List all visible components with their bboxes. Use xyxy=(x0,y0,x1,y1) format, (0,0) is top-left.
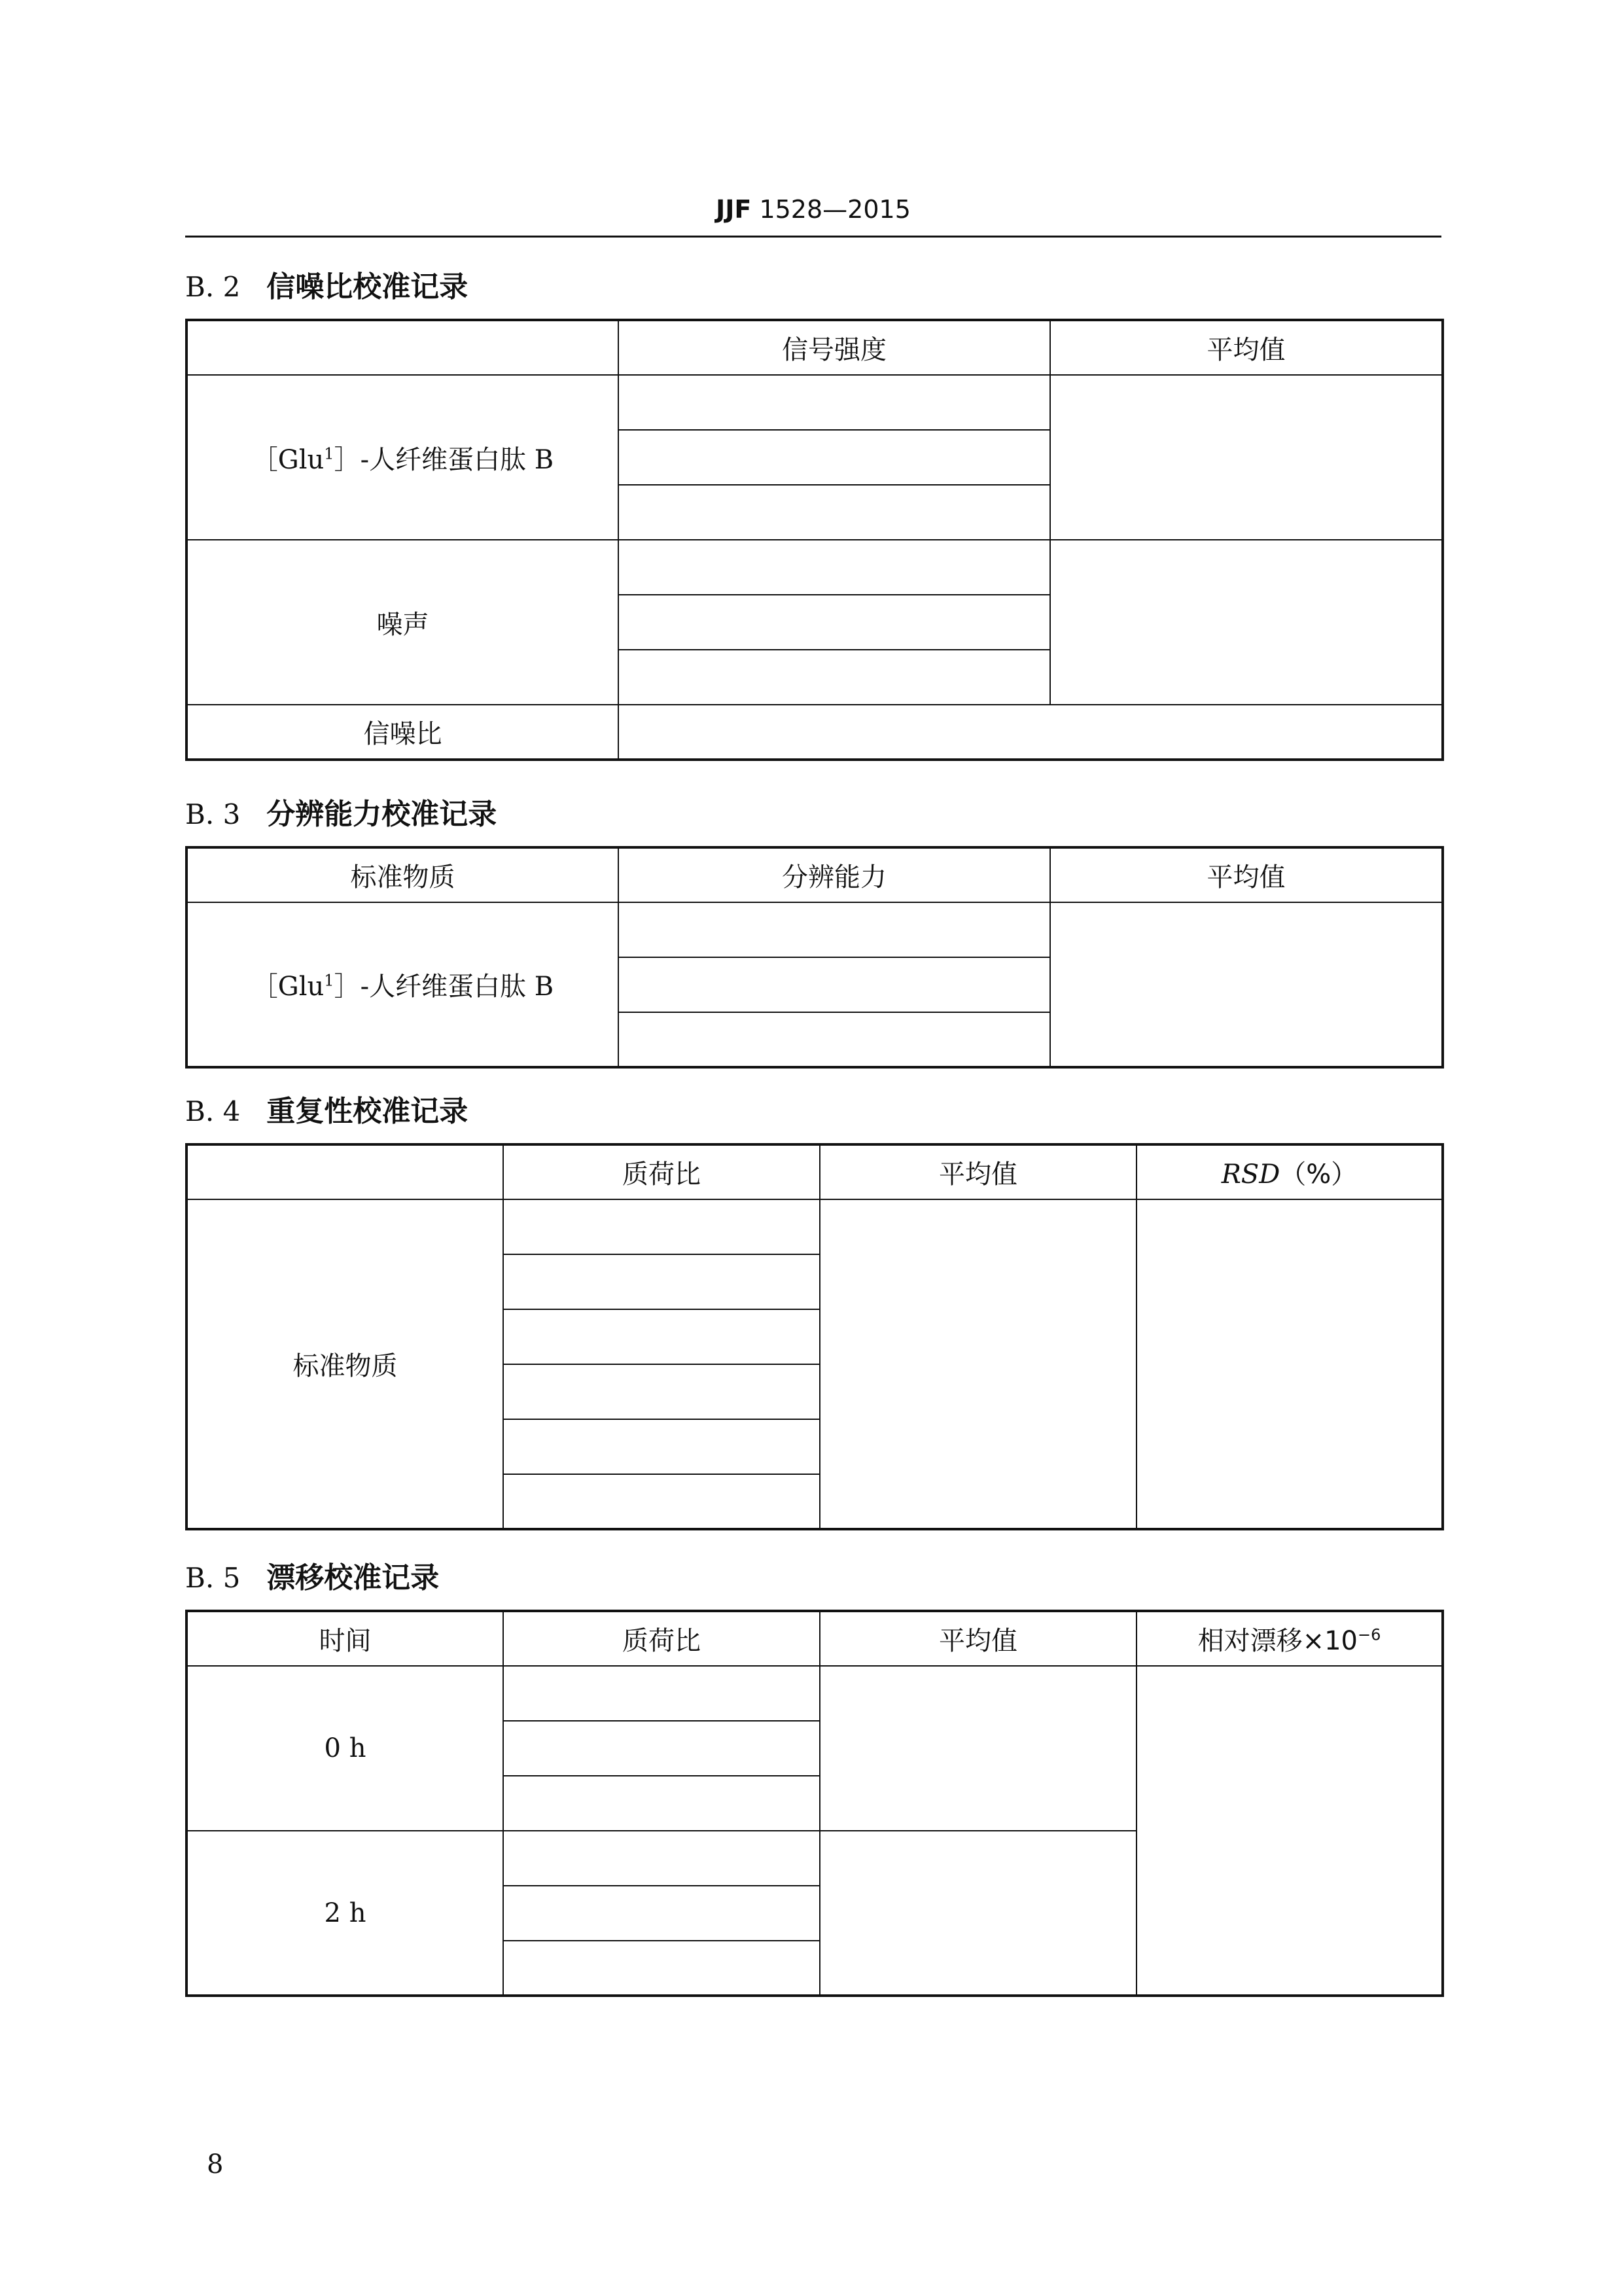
table-cell-empty xyxy=(186,1144,503,1199)
section-b4-heading xyxy=(185,1089,468,1135)
table-row xyxy=(186,375,1443,430)
column-header-drift: 相对漂移$\times 10^{-6}$ xyxy=(1137,1611,1443,1666)
table-row xyxy=(186,1144,1443,1199)
row-label-sample: ［Glu$^1$］-人纤维蛋白肽 B xyxy=(186,375,618,540)
standard-code: 1528—2015 xyxy=(759,195,911,224)
table-row xyxy=(186,705,1443,760)
column-header: 信号强度 xyxy=(618,320,1050,375)
column-header: 平均值 xyxy=(1050,847,1443,902)
table-cell-empty xyxy=(618,540,1050,595)
column-header: 质荷比 xyxy=(503,1144,820,1199)
header-rule xyxy=(185,236,1441,238)
table-cell-empty xyxy=(503,1886,820,1941)
table-row xyxy=(186,320,1443,375)
section-number: B. 4 xyxy=(185,1095,241,1127)
table-cell-empty xyxy=(503,1254,820,1309)
column-header: 平均值 xyxy=(820,1611,1137,1666)
column-header: 质荷比 xyxy=(503,1611,820,1666)
column-header: 平均值 xyxy=(1050,320,1443,375)
page-number: 8 xyxy=(207,2149,224,2180)
table-cell-empty xyxy=(1137,1199,1443,1529)
row-label-std: 标准物质 xyxy=(186,1199,503,1529)
table-row xyxy=(186,1611,1443,1666)
table-cell-empty xyxy=(618,430,1050,485)
section-number: B. 5 xyxy=(185,1562,241,1594)
row-label-sample: ［Glu$^1$］-人纤维蛋白肽 B xyxy=(186,902,618,1067)
table-cell-empty xyxy=(503,1721,820,1776)
table-cell-empty xyxy=(503,1309,820,1364)
table-cell-empty xyxy=(1050,902,1443,1067)
table-row xyxy=(186,847,1443,902)
running-header xyxy=(185,190,1441,236)
table-cell-empty xyxy=(820,1666,1137,1831)
section-number: B. 3 xyxy=(185,798,241,830)
drift-table xyxy=(185,1610,1444,1997)
table-cell-empty xyxy=(618,375,1050,430)
table-cell-empty xyxy=(503,1776,820,1831)
table-cell-empty xyxy=(618,485,1050,540)
table-row xyxy=(186,902,1443,957)
snr-table xyxy=(185,319,1444,761)
resolution-table xyxy=(185,846,1444,1069)
table-cell-empty xyxy=(820,1831,1137,1996)
table-cell-empty xyxy=(1137,1666,1443,1996)
section-b5-heading xyxy=(185,1555,439,1601)
row-label-noise: 噪声 xyxy=(186,540,618,705)
table-cell-empty xyxy=(503,1364,820,1419)
standard-prefix: JJF xyxy=(716,195,752,224)
table-cell-empty xyxy=(618,902,1050,957)
table-cell-empty xyxy=(503,1831,820,1886)
table-cell-empty xyxy=(503,1419,820,1474)
section-b3-heading xyxy=(185,792,497,838)
section-title: 重复性校准记录 xyxy=(266,1095,468,1128)
column-header: 标准物质 xyxy=(186,847,618,902)
section-title: 信噪比校准记录 xyxy=(266,270,468,304)
table-cell-empty xyxy=(618,957,1050,1012)
table-row xyxy=(186,1199,1443,1254)
section-b2-heading xyxy=(185,264,468,310)
table-cell-empty xyxy=(1050,375,1443,540)
table-cell-empty xyxy=(503,1474,820,1529)
table-cell-empty xyxy=(618,650,1050,705)
table-cell-empty xyxy=(820,1199,1137,1529)
table-cell-empty xyxy=(618,1012,1050,1067)
table-row xyxy=(186,1666,1443,1721)
section-title: 分辨能力校准记录 xyxy=(266,798,497,831)
table-cell-empty xyxy=(503,1199,820,1254)
table-cell-empty xyxy=(503,1666,820,1721)
section-title: 漂移校准记录 xyxy=(266,1561,440,1595)
column-header: 分辨能力 xyxy=(618,847,1050,902)
table-cell-empty xyxy=(1050,540,1443,705)
table-cell-empty xyxy=(618,595,1050,650)
column-header: 平均值 xyxy=(820,1144,1137,1199)
section-number: B. 2 xyxy=(185,271,241,303)
row-label-snr: 信噪比 xyxy=(186,705,618,760)
row-label-0h: 0 h xyxy=(186,1666,503,1831)
table-row xyxy=(186,540,1443,595)
table-cell-empty xyxy=(186,320,618,375)
table-cell-empty xyxy=(503,1941,820,1996)
row-label-2h: 2 h xyxy=(186,1831,503,1996)
column-header-rsd: RSD（%） xyxy=(1137,1144,1443,1199)
repeatability-table xyxy=(185,1143,1444,1530)
table-cell-empty xyxy=(618,705,1443,760)
column-header: 时间 xyxy=(186,1611,503,1666)
